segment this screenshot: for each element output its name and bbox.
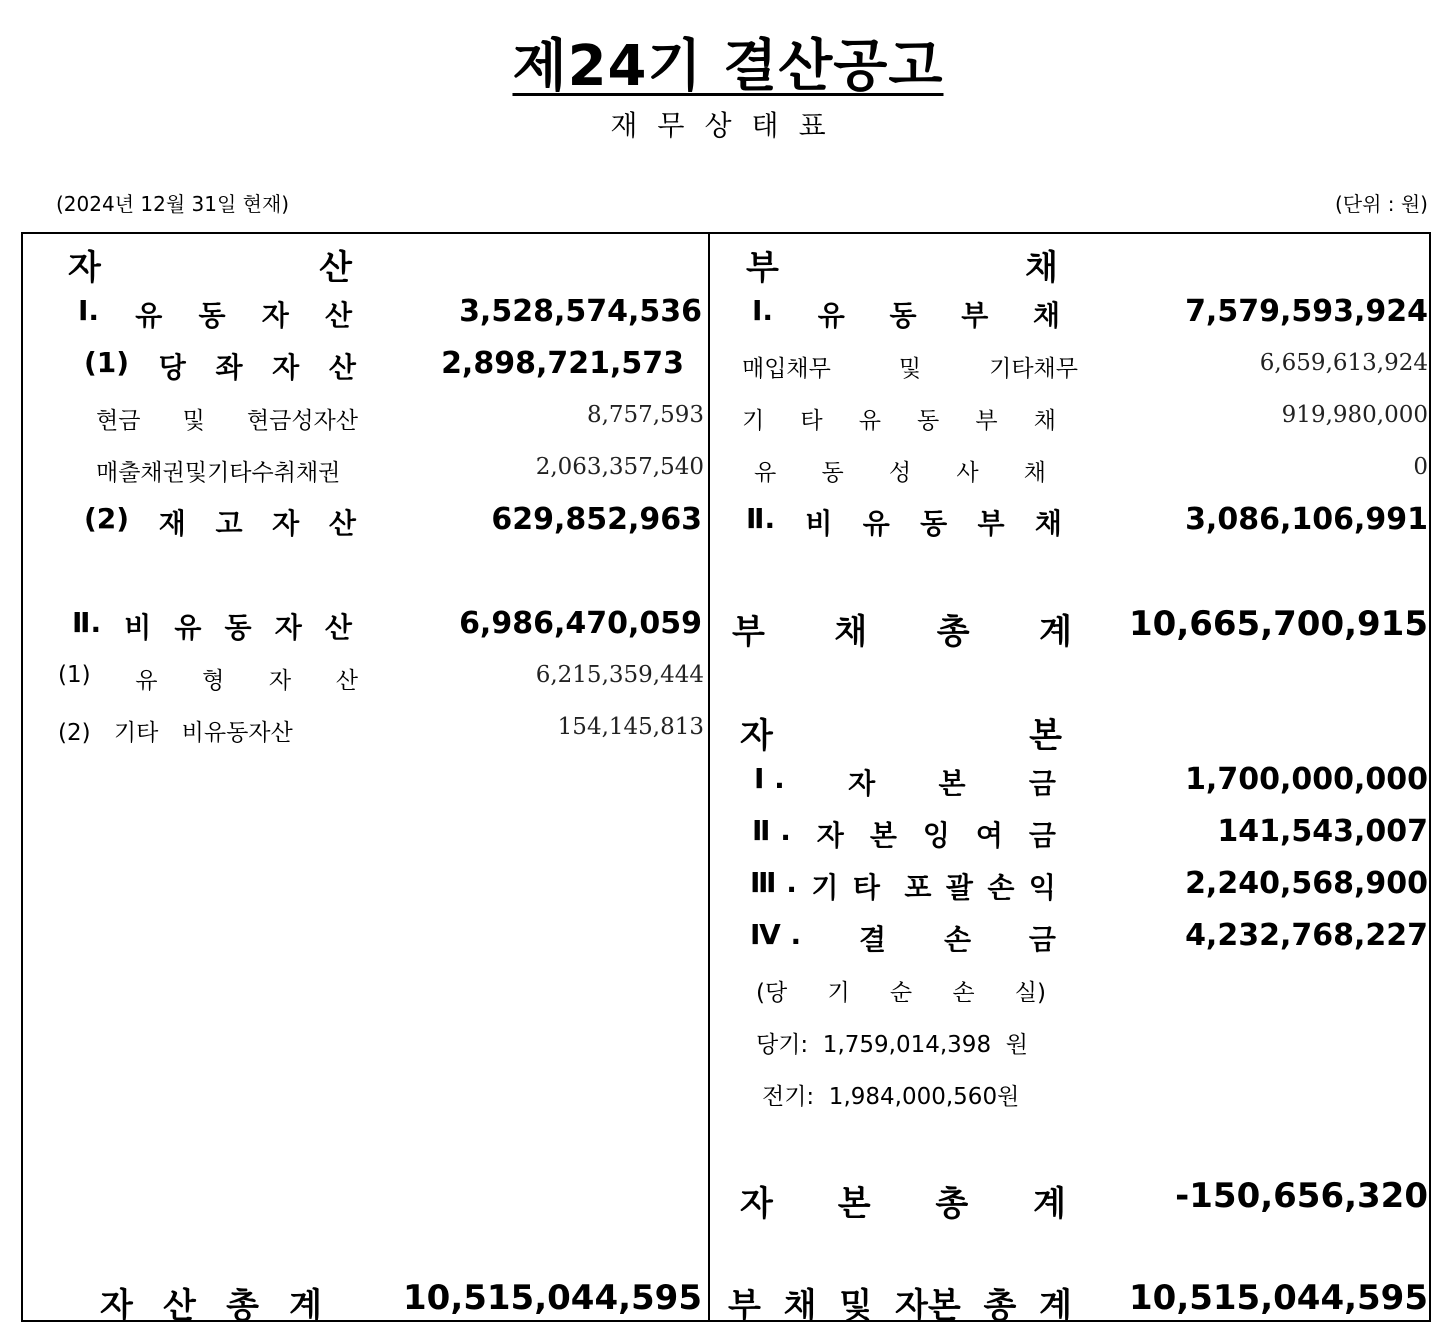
cash-label: 현금 및 현금성자산: [96, 408, 358, 434]
inventory-label: (2) 재 고 자 산: [84, 502, 356, 540]
current-period-loss: 당기: 1,759,014,398 원: [756, 1032, 1028, 1058]
oci-value: 2,240,568,900: [1185, 866, 1428, 901]
capital-stock-label: Ⅰ . 자 본 금: [754, 762, 1056, 800]
deficit-value: 4,232,768,227: [1185, 918, 1428, 953]
date-note: (2024년 12월 31일 현재): [56, 192, 290, 216]
other-noncurrent-label: (2) 기타 비유동자산: [58, 720, 293, 746]
tangible-assets-label: (1) 유 형 자 산: [58, 662, 358, 694]
total-liabilities-label: 부 채 총 계: [732, 612, 1072, 652]
noncurrent-liabilities-label: Ⅱ. 비 유 동 부 채: [746, 502, 1062, 540]
net-loss-label: (당 기 순 손 실): [756, 980, 1046, 1006]
oci-label: Ⅲ . 기 타 포 괄 손 익: [750, 866, 1056, 904]
equity-heading: 자 본: [740, 716, 1062, 756]
total-equity-label: 자 본 총 계: [740, 1184, 1066, 1224]
prior-period-loss: 전기: 1,984,000,560원: [762, 1084, 1020, 1110]
inventory-value: 629,852,963: [491, 502, 702, 537]
other-noncurrent-value: 154,145,813: [557, 714, 704, 740]
page-title: 제24기 결산공고: [512, 34, 944, 99]
current-liabilities-value: 7,579,593,924: [1185, 294, 1428, 329]
total-liabilities-value: 10,665,700,915: [1129, 604, 1428, 644]
payables-label: 매입채무 및 기타채무: [742, 356, 1078, 382]
quick-assets-value: 2,898,721,573: [441, 346, 684, 381]
total-assets-value: 10,515,044,595: [403, 1278, 702, 1318]
payables-value: 6,659,613,924: [1259, 350, 1428, 376]
noncurrent-liabilities-value: 3,086,106,991: [1185, 502, 1428, 537]
current-assets-value: 3,528,574,536: [459, 294, 702, 329]
total-assets-label: 자 산 총 계: [100, 1286, 322, 1326]
statement-subtitle: 재무상태표: [610, 109, 846, 142]
grand-total-value: 10,515,044,595: [1129, 1278, 1428, 1318]
other-current-liabilities-value: 919,980,000: [1281, 402, 1428, 428]
quick-assets-label: (1) 당 좌 자 산: [84, 346, 356, 384]
noncurrent-assets-label: Ⅱ. 비 유 동 자 산: [72, 606, 352, 644]
capital-surplus-label: Ⅱ . 자 본 잉 여 금: [752, 814, 1056, 852]
current-liabilities-label: Ⅰ. 유 동 부 채: [752, 294, 1060, 332]
deficit-label: Ⅳ . 결 손 금: [750, 918, 1056, 956]
grand-total-label: 부 채 및 자본 총 계: [728, 1286, 1072, 1326]
noncurrent-assets-value: 6,986,470,059: [459, 606, 702, 641]
total-equity-value: -150,656,320: [1175, 1176, 1428, 1216]
current-bonds-label: 유 동 성 사 채: [754, 460, 1046, 486]
receivables-label: 매출채권및기타수취채권: [96, 460, 341, 486]
capital-stock-value: 1,700,000,000: [1185, 762, 1428, 797]
unit-note: (단위 : 원): [1334, 192, 1428, 216]
other-current-liabilities-label: 기 타 유 동 부 채: [742, 408, 1056, 434]
current-assets-label: Ⅰ. 유 동 자 산: [78, 294, 352, 332]
column-divider: [708, 232, 710, 1322]
cash-value: 8,757,593: [586, 402, 704, 428]
current-bonds-value: 0: [1413, 454, 1428, 480]
tangible-assets-value: 6,215,359,444: [535, 662, 704, 688]
receivables-value: 2,063,357,540: [535, 454, 704, 480]
capital-surplus-value: 141,543,007: [1217, 814, 1428, 849]
assets-heading: 자 산: [68, 248, 352, 288]
liabilities-heading: 부 채: [746, 248, 1058, 288]
